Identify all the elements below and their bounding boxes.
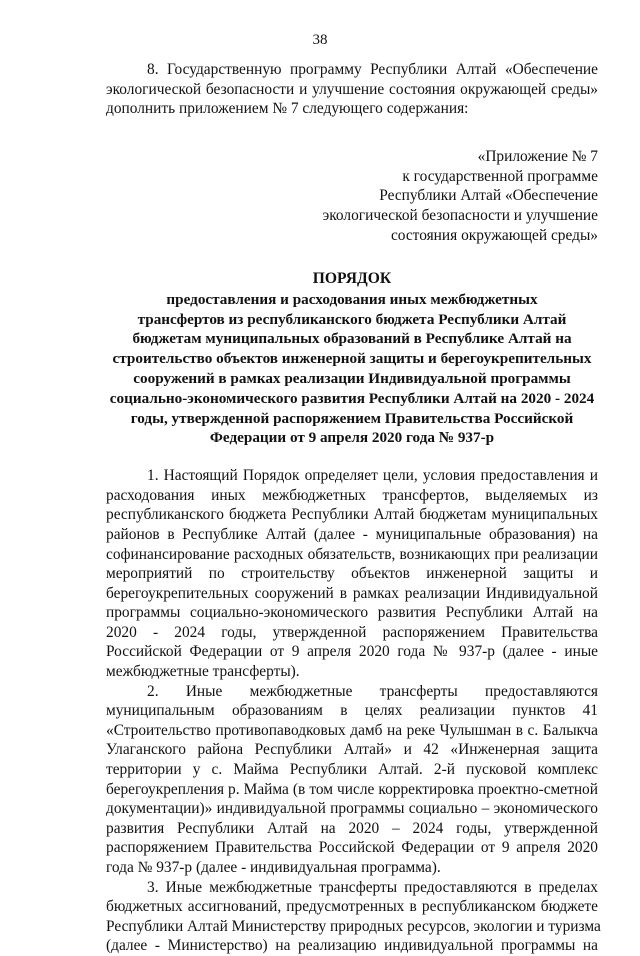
- subtitle-line: годы, утвержденной распоряжением Правительства Российской: [130, 409, 574, 427]
- subtitle-line: строительство объектов инженерной защиты и берегоукрепительных: [112, 350, 592, 368]
- document-body: [106, 60, 601, 956]
- document-subtitle: [106, 290, 598, 448]
- text-line: республиканского бюджета Республики Алтай бюджетам муниципальных: [106, 506, 598, 524]
- text-line: экологической безопасности и улучшение состояния окружающей среды»: [106, 80, 598, 98]
- subtitle-line: трансфертов из республиканского бюджета Республики Алтай: [137, 310, 567, 328]
- subtitle-line: сооружений в рамках реализации Индивидуальной программы: [133, 369, 571, 387]
- text-line: муниципальным образованиям в целях реализации пунктов 41: [106, 702, 598, 720]
- document-title: ПОРЯДОК: [312, 269, 392, 287]
- numbered-paragraphs: [106, 466, 601, 956]
- text-line: берегоукрепления р. Майма (в том числе корректировка проектно-сметной: [106, 780, 598, 798]
- text-line: развития Республики Алтай на 2020 – 2024 годы, утвержденной: [106, 819, 598, 837]
- text-line: 2020 - 2024 годы, утвержденной распоряжением Правительства: [106, 623, 598, 641]
- subtitle-line: Федерации от 9 апреля 2020 года № 937-р: [209, 429, 495, 447]
- text-line: берегоукрепительных сооружений в рамках реализации Индивидуальной: [106, 584, 598, 602]
- item-8-paragraph: [106, 60, 598, 119]
- text-line: документации)» индивидуальной программы социально – экономического: [106, 800, 598, 818]
- text-line: 2. Иные межбюджетные трансферты предоставляются: [147, 682, 598, 700]
- appendix-line: «Приложение № 7: [477, 147, 598, 165]
- text-line: софинансирование расходных обязательств, возникающих при реализации: [106, 545, 598, 563]
- text-line: территории у с. Майма Республики Алтай. 2-й пусковой комплекс: [106, 761, 598, 779]
- paragraph-1: [106, 466, 598, 682]
- text-line: 8. Государственную программу Республики Алтай «Обеспечение: [147, 61, 598, 78]
- text-line: Российской Федерации от 9 апреля 2020 года № 937-р (далее - иные: [106, 643, 598, 661]
- appendix-line: к государственной программе: [402, 167, 598, 185]
- paragraph-2: [106, 682, 598, 878]
- text-line: мероприятий по строительству объектов инженерной защиты и: [106, 565, 598, 583]
- text-line: программы социально-экономического развития Республики Алтай на: [106, 604, 598, 622]
- paragraph-3: [106, 878, 601, 956]
- appendix-line: состояния окружающей среды»: [390, 226, 598, 244]
- text-line: районов в Республике Алтай (далее - муниципальные образования) на: [106, 525, 598, 543]
- text-line: 3. Иные межбюджетные трансферты предоставляются в пределах: [147, 878, 598, 896]
- appendix-heading: [106, 147, 598, 246]
- page-number: 38: [312, 32, 328, 48]
- text-line: (далее - Министерство) на реализацию индивидуальной программы на: [106, 937, 598, 955]
- appendix-line: Республики Алтай «Обеспечение: [379, 187, 598, 205]
- text-line: года № 937-р (далее - индивидуальная программа).: [106, 859, 441, 877]
- subtitle-line: социально-экономического развития Республики Алтай на 2020 - 2024: [109, 389, 595, 407]
- text-line: «Строительство противопаводковых дамб на реке Чулышман в с. Балыкча: [106, 721, 598, 739]
- appendix-line: экологической безопасности и улучшение: [322, 207, 598, 225]
- subtitle-line: бюджетам муниципальных образований в Республике Алтай на: [132, 330, 572, 348]
- text-line: Республики Алтай Министерству природных ресурсов, экологии и туризма: [106, 917, 601, 935]
- text-line: распоряжением Правительства Российской Федерации от 9 апреля 2020: [106, 839, 598, 857]
- subtitle-line: предоставления и расходования иных межбюджетных: [166, 290, 538, 308]
- text-line: межбюджетные трансферты).: [106, 663, 300, 681]
- text-line: бюджетных ассигнований, предусмотренных в республиканском бюджете: [106, 898, 598, 916]
- text-line: дополнить приложением № 7 следующего содержания:: [106, 100, 469, 118]
- text-line: Улаганского района Республики Алтай» и 42 «Инженерная защита: [106, 741, 598, 759]
- text-line: расходования иных межбюджетных трансфертов, выделяемых из: [106, 486, 598, 504]
- text-line: 1. Настоящий Порядок определяет цели, условия предоставления и: [147, 467, 598, 485]
